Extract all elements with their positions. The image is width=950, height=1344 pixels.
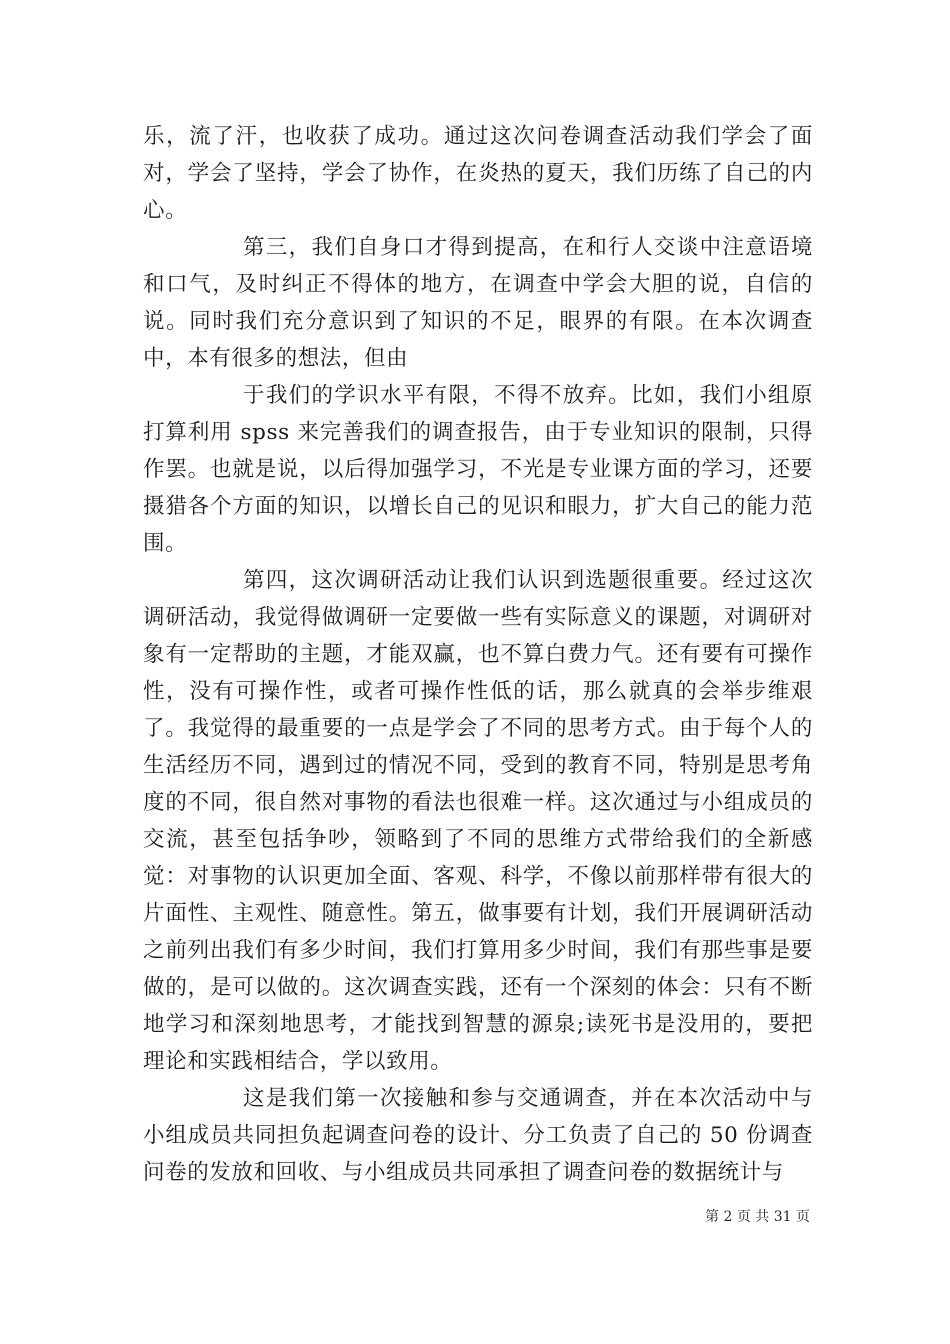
paragraph-knowledge-limits: 于我们的学识水平有限，不得不放弃。比如，我们小组原打算利用 spss 来完善我们的调查报告，由于专业知识的限制，只得作罢。也就是说，以后得加强学习，不光是专业课方面的学习，还要摄猎各个方面的知识，以增长自己的见识和眼力，扩大自己的能力范围。 bbox=[143, 383, 813, 556]
paragraph-continuation: 乐，流了汗，也收获了成功。通过这次问卷调查活动我们学会了面对，学会了坚持，学会了协作，在炎热的夏天，我们历练了自己的内心。 bbox=[143, 124, 813, 223]
paragraph-third-point: 第三，我们自身口才得到提高，在和行人交谈中注意语境和口气，及时纠正不得体的地方，在调查中学会大胆的说，自信的说。同时我们充分意识到了知识的不足，眼界的有限。在本次调查中，本有很多的想法，但由 bbox=[143, 235, 813, 371]
paragraph-first-survey: 这是我们第一次接触和参与交通调查，并在本次活动中与小组成员共同担负起调查问卷的设计、分工负责了自己的 50 份调查问卷的发放和回收、与小组成员共同承担了调查问卷的数据统计与 bbox=[143, 1086, 813, 1185]
body-text bbox=[143, 118, 813, 1191]
paragraph-fourth-point: 第四，这次调研活动让我们认识到选题很重要。经过这次调研活动，我觉得做调研一定要做一些有实际意义的课题，对调研对象有一定帮助的主题，才能双赢，也不算白费力气。还有要有可操作性，没有可操作性，或者可操作性低的话，那么就真的会举步维艰了。我觉得的最重要的一点是学会了不同的思考方式。由于每个人的生活经历不同，遇到过的情况不同，受到的教育不同，特别是思考角度的不同，很自然对事物的看法也很难一样。这次通过与小组成员的交流，甚至包括争吵，领略到了不同的思维方式带给我们的全新感觉：对事物的认识更加全面、客观、科学，不像以前那样带有很大的片面性、主观性、随意性。第五，做事要有计划，我们开展调研活动之前列出我们有多少时间，我们打算用多少时间，我们有那些事是要做的，是可以做的。这次调查实践，还有一个深刻的体会：只有不断地学习和深刻地思考，才能找到智慧的源泉;读死书是没用的，要把理论和实践相结合，学以致用。 bbox=[143, 568, 813, 1074]
page-number: 第 2 页 共 31 页 bbox=[705, 1209, 810, 1225]
